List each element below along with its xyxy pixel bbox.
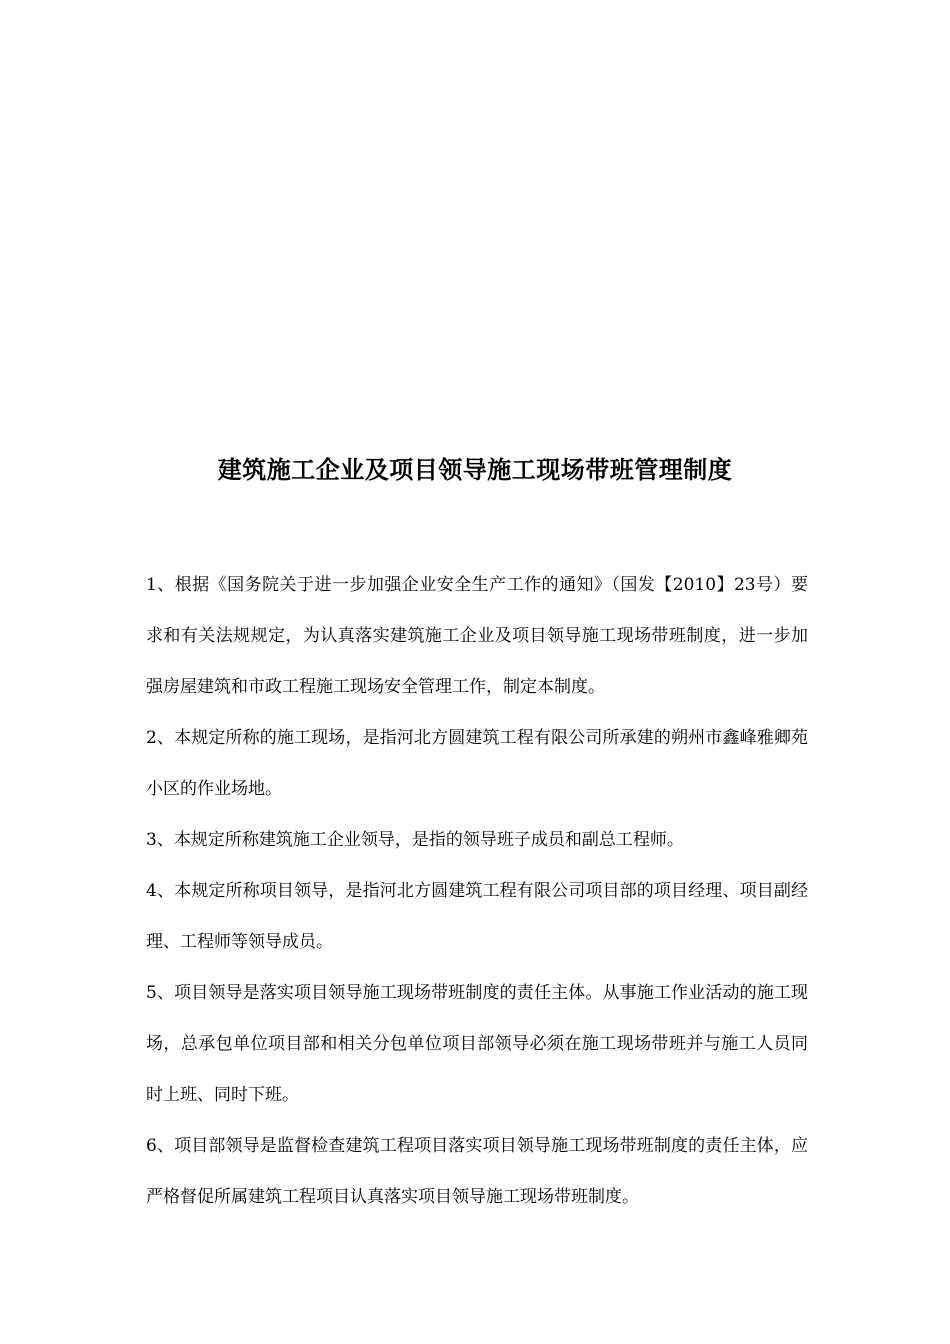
document-body: [146, 560, 808, 1223]
document-title: 建筑施工企业及项目领导施工现场带班管理制度: [217, 456, 733, 484]
paragraph-5: 5、项目领导是落实项目领导施工现场带班制度的责任主体。从事施工作业活动的施工现场，总承包单位项目部和相关分包单位项目部领导必须在施工现场带班并与施工人员同时上班、同时下班。: [146, 983, 808, 1105]
paragraph-1: 1、根据《国务院关于进一步加强企业安全生产工作的通知》（国发【2010】23号）要求和有关法规规定，为认真落实建筑施工企业及项目领导施工现场带班制度，进一步加强房屋建筑和市政工程施工现场安全管理工作，制定本制度。: [146, 575, 808, 697]
paragraph-2: 2、本规定所称的施工现场，是指河北方圆建筑工程有限公司所承建的朔州市鑫峰雅卿苑小区的作业场地。: [146, 728, 808, 799]
paragraph-3: 3、本规定所称建筑施工企业领导，是指的领导班子成员和副总工程师。: [146, 830, 684, 850]
paragraph-6: 6、项目部领导是监督检查建筑工程项目落实项目领导施工现场带班制度的责任主体，应严格督促所属建筑工程项目认真落实项目领导施工现场带班制度。: [146, 1136, 808, 1207]
paragraph-4: 4、本规定所称项目领导，是指河北方圆建筑工程有限公司项目部的项目经理、项目副经理、工程师等领导成员。: [146, 881, 808, 952]
